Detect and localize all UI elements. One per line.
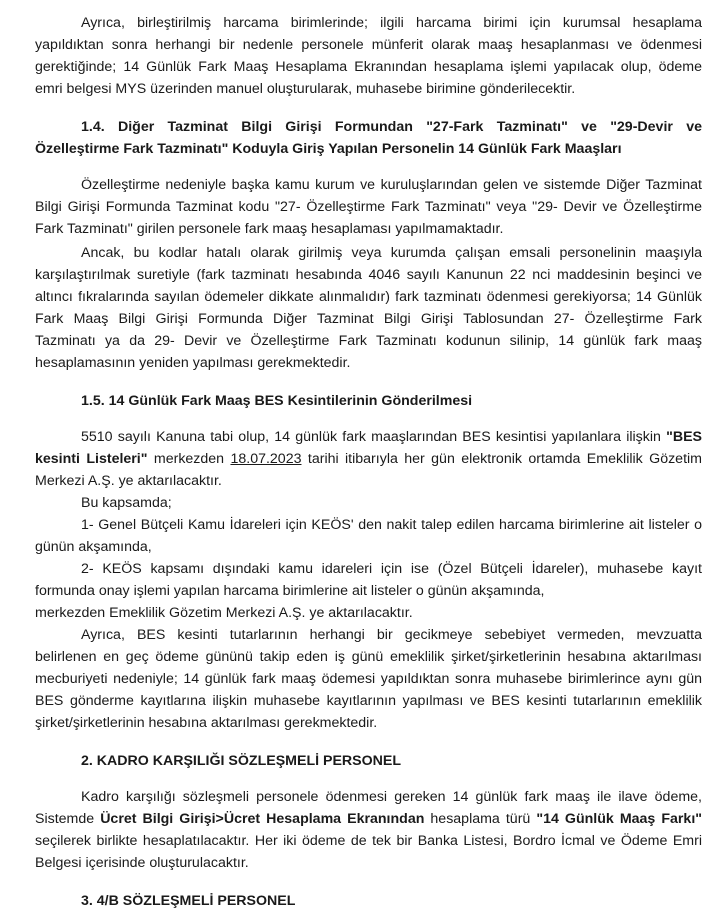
list-item-2 [35,558,702,624]
text-line: günün akşamında, [35,539,152,555]
heading-3: 3. 4/B SÖZLEŞMELİ PERSONEL [81,893,296,909]
text-line: Bilgi Girişi Formunda Tazminat kodu "27- Özelleştirme Fark Tazminatı" veya "29- Devir ve Özelleştirme [35,199,702,215]
text-line [35,808,702,830]
text-line: gerektiğinde; 14 Günlük Fark Maaş Hesaplama Ekranından hesaplama işlemi yapılacak olup, ödeme [35,59,702,75]
bold-run: Ücret Bilgi Girişi>Ücret Hesaplama Ekranından [100,811,425,827]
paragraph-kadro-karsiligi [35,786,702,874]
text-line: yapıldıktan sonra herhangi bir nedenle personele münferit olarak maaş hesaplanması ve ödenmesi [35,37,702,53]
text-line: Tazminatı ya da 29- Devir ve Özelleştirme Fark Tazminatı kodunun silinip, 14 günlük fark maaş [35,333,702,349]
paragraph-ancak [35,242,702,374]
text-line: hesaplamasının yeniden yapılması gerekmektedir. [35,355,351,371]
paragraph-bes-kesinti-tutarlari [35,624,702,734]
text-line [35,426,702,448]
bold-run: kesinti Listeleri" [35,451,148,467]
text-line: seçilerek birlikte hesaplatılacaktır. Her iki ödeme de tek bir Banka Listesi, Bordro İcmal ve Ödeme Emri [35,833,702,849]
text-run: hesaplama türü [424,811,537,827]
text-run: tarihi itibarıyla her gün elektronik ortamda Emeklilik Gözetim [301,451,702,467]
text-line: mecburiyeti nedeniyle; 14 günlük fark maaş ödemesi yapıldıktan sonra muhasebe birimlerince aynı gün [35,671,702,687]
heading-2: 2. KADRO KARŞILIĞI SÖZLEŞMELİ PERSONEL [81,753,402,769]
text-line: emri belgesi MYS üzerinden manuel oluşturularak, muhasebe birimine gönderilecektir. [35,81,576,97]
text-line: Ayrıca, birleştirilmiş harcama birimlerinde; ilgili harcama birimi için kurumsal hesaplama [81,15,702,31]
text-line: 1- Genel Bütçeli Kamu İdareleri için KEÖS' den nakit talep edilen harcama birimlerine ait listeler o [81,517,702,533]
text-line [35,448,702,470]
text-line: Özelleştirme nedeniyle başka kamu kurum ve kuruluşlarından gelen ve sistemde Diğer Tazminat [81,177,702,193]
heading-1-4 [35,116,702,160]
text-line: altıncı fıkralarında sayılan ödemeler dikkate alınmalıdır) fark tazminatı ödenmesi gerekiyorsa; 14 Günlük [35,289,702,305]
text-line: şirket/şirketlerinin hesabına aktarılması gerekmektedir. [35,715,378,731]
bold-run: "BES [666,429,702,445]
heading-line: Özelleştirme Fark Tazminatı" Koduyla Giriş Yapılan Personelin 14 Günlük Fark Maaşları [35,141,622,157]
text-line: merkezden Emeklilik Gözetim Merkezi A.Ş. ye aktarılacaktır. [35,605,413,621]
text-line: Merkezi A.Ş. ye aktarılacaktır. [35,473,222,489]
text-run: merkezden [147,451,231,467]
paragraph-birlestirilmis [35,12,702,100]
bold-run: "14 Günlük Maaş Farkı" [536,811,702,827]
text-line: Fark Tazminatı" girilen personele fark maaş hesaplaması yapılmamaktadır. [35,221,504,237]
text-line: 2- KEÖS kapsamı dışındaki kamu idareleri için ise (Özel Bütçeli İdareler), muhasebe kayıt [81,561,702,577]
heading-line: 1.4. Diğer Tazminat Bilgi Girişi Formundan "27-Fark Tazminatı" ve "29-Devir ve [81,119,702,135]
text-line: Bu kapsamda; [81,495,172,511]
text-line: formunda onay işlemi yapılan harcama birimlerine ait listeler o günün akşamında, [35,583,545,599]
text-line: Fark Maaş Bilgi Girişi Formunda Diğer Tazminat Bilgi Girişi Tablosundan 27- Özelleştirme Fark [35,311,702,327]
paragraph-bu-kapsamda [35,492,702,514]
text-run: Sistemde [35,811,101,827]
paragraph-ozellestirme [35,174,702,240]
underlined-date: 18.07.2023 [230,451,302,467]
list-item-1 [35,514,702,558]
text-line: Ayrıca, BES kesinti tutarlarının herhangi bir gecikmeye sebebiyet vermeden, mevzuatta [81,627,702,643]
paragraph-bes-listeleri [35,426,702,492]
heading-1-5: 1.5. 14 Günlük Fark Maaş BES Kesintilerinin Gönderilmesi [81,393,473,409]
text-line: Ancak, bu kodlar hatalı olarak girilmiş veya kurumda çalışan emsali personelinin maaşıyla [81,245,702,261]
text-line: karşılaştırılmak suretiyle (fark tazminatı hesabında 4046 sayılı Kanunun 22 nci maddesinin beşinci ve [35,267,702,283]
text-line: Belgesi içerisinde oluşturulacaktır. [35,855,249,871]
text-run: 5510 sayılı Kanuna tabi olup, 14 günlük fark maaşlarından BES kesintisi yapılanlara ilişkin [81,429,667,445]
text-line: belirlenen en geç ödeme gününü takip eden iş günü emeklilik şirket/şirketlerinin hesabına aktarılması [35,649,702,665]
text-line: Kadro karşılığı sözleşmeli personele ödenmesi gereken 14 günlük fark maaş ile ilave ödeme, [81,789,702,805]
text-line: BES gönderme kayıtlarına ilişkin muhasebe kayıtlarının yapılması ve BES kesinti tutarlarının emeklilik [35,693,702,709]
